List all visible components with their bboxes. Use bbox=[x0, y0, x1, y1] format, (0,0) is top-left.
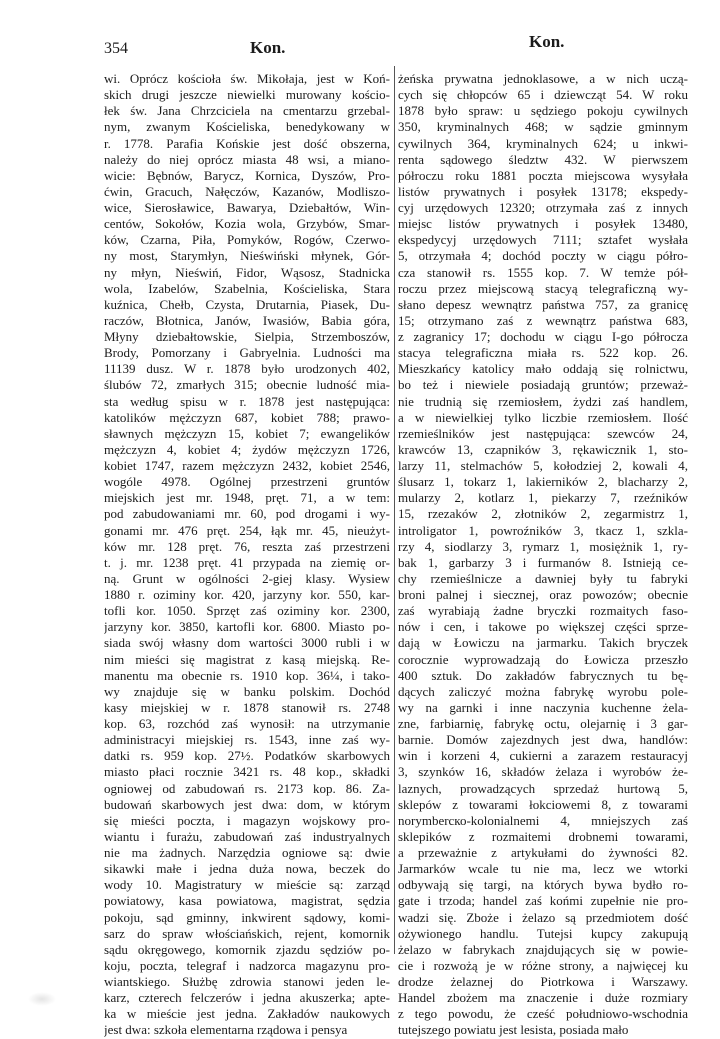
text-line: mularzy 2, kotlarz 1, piekarzy 7, rzeźników bbox=[398, 490, 688, 506]
text-line: miasto płaci rocznie 3421 rs. 48 kop., składki bbox=[104, 764, 390, 780]
text-line: broni palnej i siecznej, oraz powozów; obecnie bbox=[398, 587, 688, 602]
text-line: cych się chłopców 65 i dziewcząt 54. W roku bbox=[398, 87, 688, 103]
text-line: koju, poczta, telegraf i nadzorca magazynu pro- bbox=[104, 957, 390, 973]
text-line: nim mieści się magistrat z kasą miejską. Re- bbox=[104, 651, 390, 667]
text-line: ślubów 72, zmarłych 315; obecnie ludność mia- bbox=[104, 377, 390, 393]
text-line: ożywionego handlu. Tutejsi kupcy zakupują bbox=[398, 925, 688, 941]
text-line: wadzi się. Zboże i żelazo są przedmiotem dość bbox=[398, 909, 688, 925]
text-line: wicie: Bębnów, Barycz, Kornica, Dyszów, Pro- bbox=[104, 167, 390, 183]
text-line: Jarmarków wcale tu nie ma, lecz we wtorki bbox=[398, 861, 688, 877]
text-line: żeńska prywatna jednoklasowe, a w nich uczą- bbox=[398, 71, 688, 86]
text-line: sikawki małe i jedna duża nowa, beczek do bbox=[104, 861, 390, 877]
text-line: 350, kryminalnych 468; w sądzie gminnym bbox=[398, 119, 688, 135]
page-number: 354 bbox=[104, 40, 128, 57]
text-line: drodze żelaznej do Piotrkowa i Warszawy. bbox=[398, 974, 688, 989]
text-line: raczów, Błotnica, Janów, Iwasiów, Babia góra, bbox=[104, 312, 390, 328]
paper-smudge bbox=[28, 992, 56, 1006]
text-line: bo też i niewiele posiadają gruntów; przeważ- bbox=[398, 377, 688, 393]
text-line: kasy miejskiej w r. 1878 stanowił rs. 2748 bbox=[104, 699, 390, 715]
text-line: roczu przez miejscową stacyą telegraficzną wy- bbox=[398, 280, 688, 296]
text-line: należy do niej oprócz miasta 48 wsi, a miano- bbox=[104, 151, 390, 167]
text-line: nie ma żadnych. Narzędzia ogniowe są: dwie bbox=[104, 845, 390, 860]
running-header bbox=[0, 32, 720, 60]
text-line: ny młyn, Nieświń, Fidor, Wąsosz, Stadnicka bbox=[104, 264, 390, 280]
text-line: 5, otrzymała 4; dochód poczty w ciągu półro- bbox=[398, 248, 688, 264]
text-line: ków, Czarna, Piła, Pomyków, Rogów, Czerwo- bbox=[104, 232, 390, 248]
left-column-head: Kon. bbox=[250, 38, 286, 57]
text-line: kobiet 1747, razem mężczyzn 2432, kobiet 2546, bbox=[104, 458, 390, 473]
text-line: się mieści poczta, i magazyn wojskowy pro- bbox=[104, 812, 390, 828]
text-line: sklepów z towarami łokciowemi 8, z towarami bbox=[398, 796, 688, 812]
text-line: siada swój własny dom wartości 3000 rubli i w bbox=[104, 635, 390, 651]
left-text-column bbox=[104, 71, 390, 1039]
text-line: Mieszkańcy katolicy mało oddają się rolnictwu, bbox=[398, 361, 688, 377]
text-line: miejsc listów prywatnych i posyłek 13480, bbox=[398, 216, 688, 232]
text-line: wogóle 4978. Ogólnej przestrzeni gruntów bbox=[104, 474, 390, 490]
text-line: tutejszego powiatu jest lesista, posiada mało bbox=[398, 1022, 629, 1038]
text-line: łek św. Jana Chrzciciela na cmentarzu grzebal- bbox=[104, 103, 390, 119]
text-line: sławnych mężczyzn 15, kobiet 7; ewangelików bbox=[104, 425, 390, 441]
text-line: larzy 11, stelmachów 5, kołodziej 2, kowali 4, bbox=[398, 458, 688, 473]
text-line: 400 sztuk. Do zakładów fabrycznych tu bę- bbox=[398, 667, 688, 683]
text-line: zne, farbiarnię, fabrykę octu, olejarnię i 3 gar- bbox=[398, 716, 688, 731]
text-line: administracyi miejskiej rs. 1543, inne zaś wy- bbox=[104, 732, 390, 748]
text-line: 1878 było spraw: u sędziego pokoju cywilnych bbox=[398, 103, 688, 119]
text-line: ślusarz 1, tokarz 1, lakierników 2, blacharzy 2, bbox=[398, 474, 688, 490]
text-line: 15; otrzymano zaś z wewnątrz państwa 683, bbox=[398, 312, 688, 328]
text-line: nym, zwanym Kościeliska, benedykowany w bbox=[104, 119, 390, 135]
text-line: tofli kor. 1050. Sprzęt zaś oziminy kor. 2300, bbox=[104, 603, 390, 619]
text-line: a w niewielkiej tylko liczbie rzemiosłem. Ilość bbox=[398, 409, 688, 425]
text-line: manentu ma obecnie rs. 1910 kop. 36¼, i tako- bbox=[104, 667, 390, 683]
text-line: rzemieślników jest następująca: szewców 24, bbox=[398, 425, 688, 441]
text-line: centów, Sokołów, Kozia wola, Grzybów, Smar- bbox=[104, 216, 390, 232]
text-line: wiantu i furażu, zabudowań zaś industryalnych bbox=[104, 828, 390, 844]
text-line: sklepików z rozmaitemi drobnemi towarami, bbox=[398, 828, 688, 844]
text-line: jest dwa: szkoła elementarna rządowa i pensya bbox=[104, 1022, 348, 1038]
text-line: kuźnica, Chełb, Czysta, Drutarnia, Piasek, Du- bbox=[104, 296, 390, 312]
right-column-head: Kon. bbox=[529, 32, 565, 51]
text-line: renta sądowego śledztw 432. W pierwszem bbox=[398, 151, 688, 167]
text-line: cywilnych 364, kryminalnych 624; u inkwi- bbox=[398, 135, 688, 151]
text-line: listów prywatnych i posyłek 13178; ekspedy- bbox=[398, 183, 688, 199]
text-line: z tego powodu, że cześć południowo-wschodnia bbox=[398, 1006, 688, 1022]
text-line: wice, Sierosławice, Bawarya, Dziebałtów, Win- bbox=[104, 200, 390, 215]
text-line: chy rzemieślnicze a dawniej były tu fabryki bbox=[398, 570, 688, 586]
text-line: żelazo w fabrykach znajdujących się w powie- bbox=[398, 941, 688, 957]
text-line: pokoju, sąd gminny, inkwirent sądowy, komi- bbox=[104, 909, 390, 925]
text-line: ćwin, Gracuch, Nałęczów, Kazanów, Modliszo- bbox=[104, 183, 390, 199]
text-line: ekspedycyj urzędowych 7111; sztafet wysłała bbox=[398, 232, 688, 248]
text-line: jarzyny kor. 3850, kartofli kor. 6800. Miasto po- bbox=[104, 619, 390, 635]
text-line: 1880 r. oziminy kor. 420, jarzyny kor. 550, kar- bbox=[104, 587, 390, 602]
text-line: wiantskiego. Służbę zdrowia stanowi jeden le- bbox=[104, 974, 390, 989]
text-line: bak 1, garbarzy 3 i furmanów 8. Istnieją ce- bbox=[398, 554, 688, 570]
text-line: a przeważnie z artykułami do żywności 82. bbox=[398, 845, 688, 860]
text-line: wy znajduje się w banku polskim. Dochód bbox=[104, 683, 390, 699]
text-line: nów i cen, i takowe po większej części sprze- bbox=[398, 619, 688, 635]
text-line: Młyny dziebałtowskie, Sielpia, Strzemboszów, bbox=[104, 329, 390, 344]
text-line: win i korzeni 4, cukierni a zarazem restauracyj bbox=[398, 748, 688, 764]
text-line: datki rs. 959 kop. 27½. Podatków skarbowych bbox=[104, 748, 390, 764]
text-line: sarz do spraw włościańskich, rejent, komornik bbox=[104, 925, 390, 941]
text-line: ków mr. 128 pręt. 76, reszta zaś przestrzeni bbox=[104, 538, 390, 554]
text-line: rzy 4, siodlarzy 3, rymarz 1, mosiężnik 1, ry- bbox=[398, 538, 688, 554]
text-line: cie i rozwożą je w różne strony, a najwięcej ku bbox=[398, 957, 688, 973]
text-line: katolików mężczyzn 687, kobiet 788; prawo- bbox=[104, 409, 390, 425]
right-text-column bbox=[398, 71, 688, 1039]
text-line: z zagranicy 17; dochodu w ciągu I-go półrocza bbox=[398, 329, 688, 344]
text-line: barnie. Domów zajezdnych jest dwa, handlów: bbox=[398, 732, 688, 748]
text-line: powiatowy, kasa powiatowa, magistrat, sędzia bbox=[104, 893, 390, 909]
text-line: sądu okręgowego, komornik zjazdu sędziów po- bbox=[104, 941, 390, 957]
text-line: wi. Oprócz kościoła św. Mikołaja, jest w Koń- bbox=[104, 71, 390, 86]
text-line: kop. 63, rozchód zaś wynosił: na utrzymanie bbox=[104, 716, 390, 731]
text-line: krawców 13, czapników 3, rękawicznik 1, sto- bbox=[398, 441, 688, 457]
text-line: skich drugi jeszcze niewielki murowany kościo- bbox=[104, 87, 390, 103]
text-line: ny most, Starymłyn, Nieświński młynek, Gór- bbox=[104, 248, 390, 264]
text-line: r. 1778. Parafia Końskie jest dość obszerna, bbox=[104, 135, 390, 151]
text-line: wy na garnki i inne naczynia kuchenne żela- bbox=[398, 699, 688, 715]
text-line: odbywają się targi, na których bywa bydło ro- bbox=[398, 877, 688, 893]
text-line: stacya telegraficzna miała rs. 522 kop. 26. bbox=[398, 345, 688, 361]
text-line: cyj urzędowych 12320; otrzymała zaś z innych bbox=[398, 200, 688, 215]
text-line: dących zaliczyć można fabrykę wyrobu pole- bbox=[398, 683, 688, 699]
text-line: cza stanowił rs. 1555 kop. 7. W temże pół- bbox=[398, 264, 688, 280]
text-line: corocznie wyprowadzają do Łowicza przeszło bbox=[398, 651, 688, 667]
text-line: introligator 1, powroźników 3, tkacz 1, szkla- bbox=[398, 522, 688, 538]
text-line: karz, czterech felczerów i jedna akuszerka; apte- bbox=[104, 990, 390, 1006]
text-line: 15, rzezaków 2, złotników 2, zegarmistrz 1, bbox=[398, 506, 688, 522]
text-line: ogniowej od zabudowań rs. 2173 kop. 86. Za- bbox=[104, 780, 390, 796]
text-line: zaś wyrabiają żadne bryczki rozmaitych faso- bbox=[398, 603, 688, 619]
text-line: ka w mieście jest jedna. Zakładów naukowych bbox=[104, 1006, 390, 1022]
text-line: laznych, prowadzących sprzedaż hurtową 5, bbox=[398, 780, 688, 796]
text-line: słano depesz wewnątrz państwa 757, za granicę bbox=[398, 296, 688, 312]
column-divider bbox=[394, 66, 395, 954]
text-line: 3, szynków 16, składów żelaza i wyrobów że- bbox=[398, 764, 688, 780]
text-line: sta według spisu w r. 1878 jest następująca: bbox=[104, 393, 390, 409]
text-line: gate i trzoda; handel zaś końmi zupełnie nie pro- bbox=[398, 893, 688, 909]
text-line: wody 10. Magistratury w mieście są: zarząd bbox=[104, 877, 390, 893]
text-line: miejskich jest mr. 1948, pręt. 71, a w tem: bbox=[104, 490, 390, 506]
text-line: norymberско-kolonialnemi 4, mniejszych zaś bbox=[398, 812, 688, 828]
text-line: dają w Łowiczu na jarmarku. Takich bryczek bbox=[398, 635, 688, 651]
text-line: pod zabudowaniami mr. 60, pod drogami i wy- bbox=[104, 506, 390, 522]
text-line: mężczyzn 4, kobiet 4; żydów mężczyzn 1726, bbox=[104, 441, 390, 457]
text-line: 11139 dusz. W r. 1878 było urodzonych 402, bbox=[104, 361, 390, 377]
text-line: budowań skarbowych jest dwa: dom, w którym bbox=[104, 796, 390, 812]
text-line: Handel zbożem ma znaczenie i duże rozmiary bbox=[398, 990, 688, 1006]
text-line: nie trudnią się rzemiosłem, żydzi zaś handlem, bbox=[398, 393, 688, 409]
text-line: półroczu roku 1881 poczta miejscowa wysyłała bbox=[398, 167, 688, 183]
text-line: t. j. mr. 1238 pręt. 41 przypada na ziemię or- bbox=[104, 554, 390, 570]
text-line: Brody, Pomorzany i Gabryelnia. Ludności ma bbox=[104, 345, 390, 361]
text-line: gonami mr. 476 pręt. 254, łąk mr. 45, nieużyt- bbox=[104, 522, 390, 538]
text-line: wola, Izabelów, Szabelnia, Kościeliska, Stara bbox=[104, 280, 390, 296]
text-line: ną. Grunt w ogólności 2-giej klasy. Wysiew bbox=[104, 570, 390, 586]
